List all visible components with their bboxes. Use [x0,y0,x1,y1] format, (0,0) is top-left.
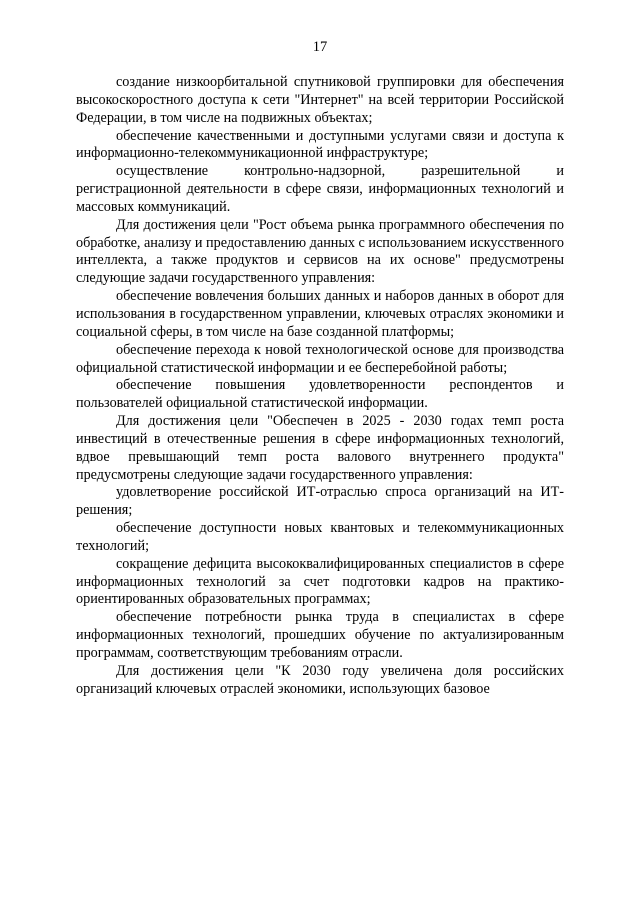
paragraph-supervision: осуществление контрольно-надзорной, разрешительной и регистрационной деятельности в сфере связи, информационных технологий и массовых коммуникаций. [76,163,564,215]
paragraph-specialist-shortage: сокращение дефицита высококвалифицированных специалистов в сфере информационных технологий за счет подготовки кадров на практико-ориентированных образовательных программах; [76,555,564,608]
page-number: 17 [312,39,328,55]
paragraph-statistics-transition: обеспечение перехода к новой технологической основе для производства официальной статистической информации и ее бесперебойной работы; [76,341,564,376]
paragraph-quantum-technologies: обеспечение доступности новых квантовых и телекоммуникационных технологий; [76,520,564,554]
paragraph-goal-2030: Для достижения цели "К 2030 году увеличена доля российских организаций ключевых отраслей экономики, использующих базовое [76,662,564,697]
paragraph-satellite-constellation: создание низкоорбитальной спутниковой группировки для обеспечения высокоскоростного доступа к сети "Интернет" на всей территории Российской Федерации, в том числе на подвижных объектах; [76,74,564,126]
paragraph-respondent-satisfaction: обеспечение повышения удовлетворенности респондентов и пользователей официальной статистической информации. [76,377,564,412]
paragraph-big-data: обеспечение вовлечения больших данных и наборов данных в оборот для использования в государственном управлении, ключевых отраслях экономики и социальной сферы, в том числе на базе созданной платформы; [76,288,564,340]
paragraph-it-demand: удовлетворение российской ИТ-отраслью спроса организаций на ИТ-решения; [76,484,564,519]
paragraph-labor-market: обеспечение потребности рынка труда в специалистах в сфере информационных технологий, прошедших обучение по актуализированным программам, соответствующим требованиям отрасли. [76,609,564,661]
paragraph-goal-software-market: Для достижения цели "Рост объема рынка программного обеспечения по обработке, анализу и предоставлению данных с использованием искусственного интеллекта, а также продуктов и сервисов на их основе" предусмотрены следующие задачи государственного управления: [76,216,564,287]
document-body [76,74,564,699]
paragraph-communication-services: обеспечение качественными и доступными услугами связи и доступа к информационно-телекоммуникационной инфраструктуре; [76,127,564,162]
paragraph-goal-it-investment: Для достижения цели "Обеспечен в 2025 - 2030 годах темп роста инвестиций в отечественные решения в сфере информационных технологий, вдвое превышающий темп роста валового внутреннего продукта" предусмотрены следующие задачи государственного управления: [76,413,564,483]
